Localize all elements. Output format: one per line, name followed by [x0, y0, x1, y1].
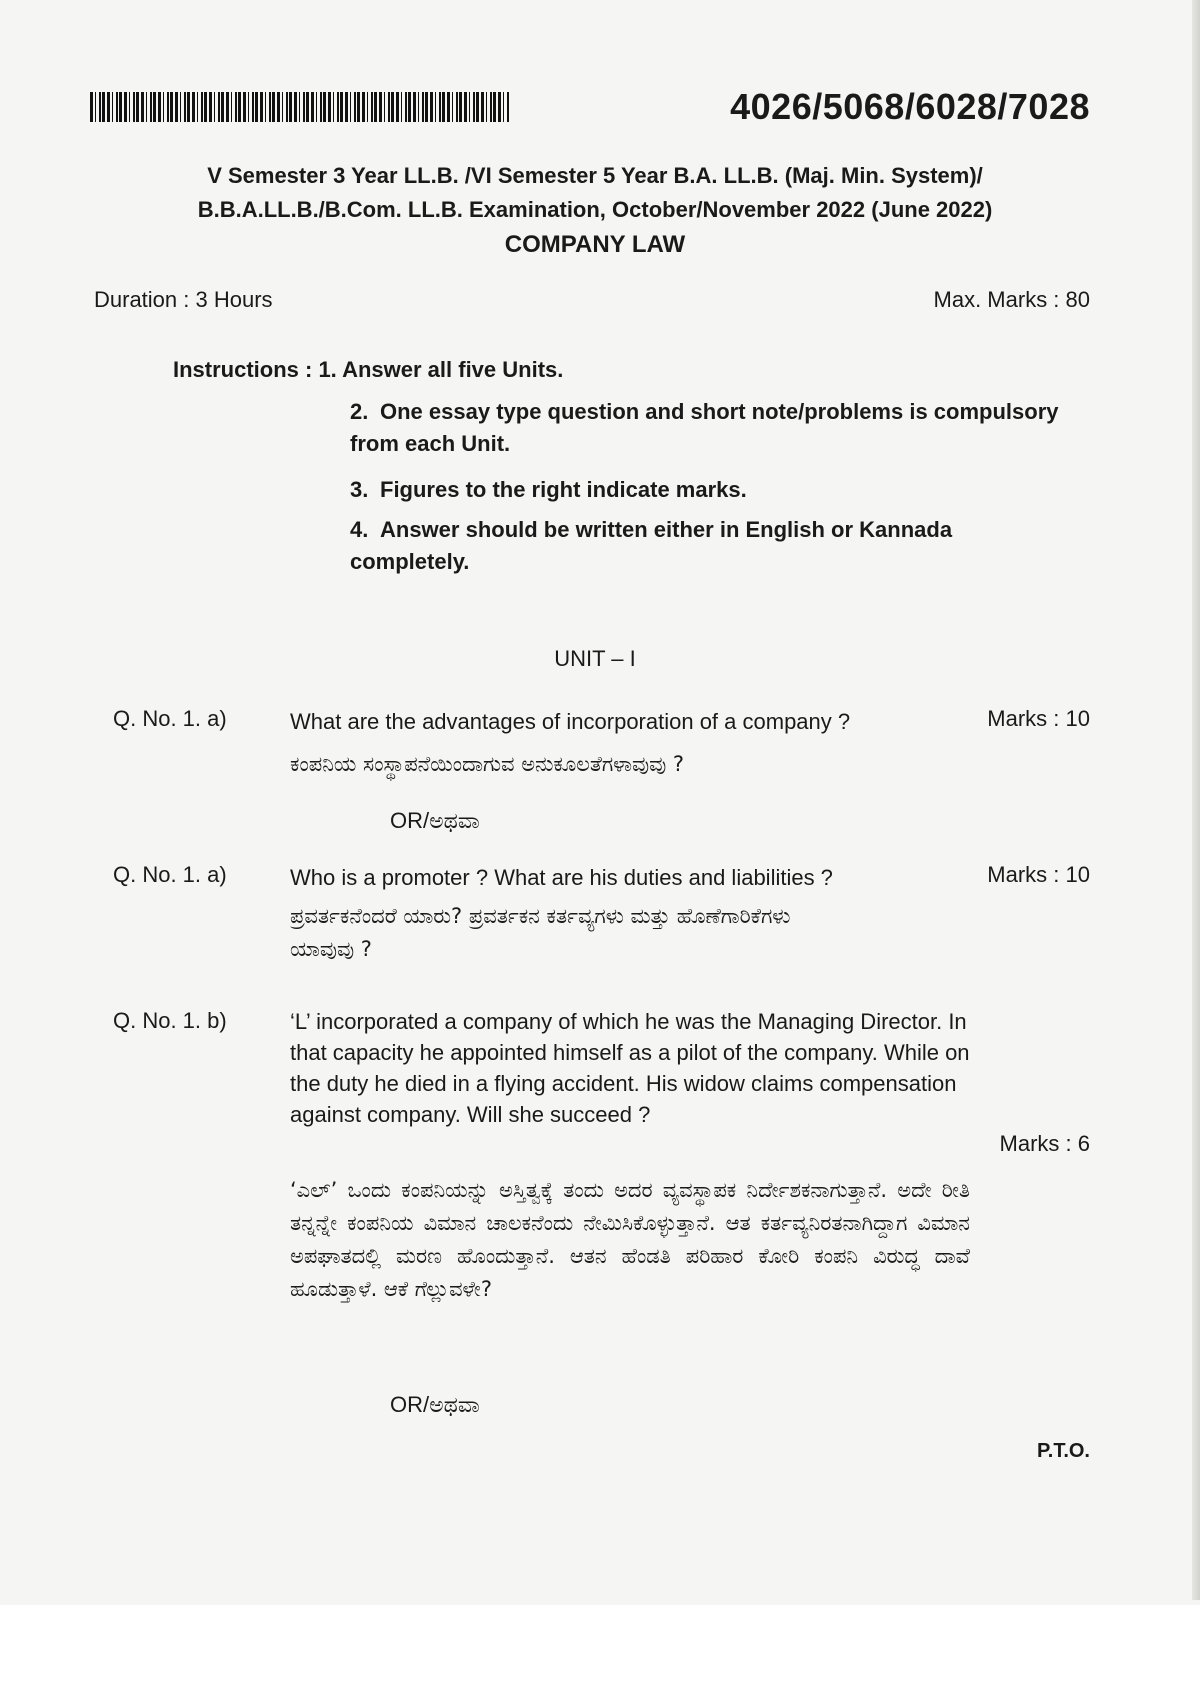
question-text: Who is a promoter ? What are his duties and liabilities ?	[290, 865, 833, 890]
please-turn-over: P.T.O.	[1037, 1440, 1090, 1462]
instruction-text: Answer should be written either in English or Kannada completely.	[350, 517, 953, 574]
or-separator: OR/ಅಥವಾ	[390, 1392, 480, 1417]
subject-title: COMPANY LAW	[504, 231, 686, 258]
barcode-image	[90, 92, 510, 122]
question-kannada: ಪ್ರವರ್ತಕನೆಂದರೆ ಯಾರು? ಪ್ರವರ್ತಕನ ಕರ್ತವ್ಯಗಳು ಮತ್ತು ಹೊಣೆಗಾರಿಕೆಗಳು ಯಾವುವು ?	[290, 904, 791, 961]
instruction-number: 2.	[350, 399, 369, 424]
duration: Duration : 3 Hours	[94, 287, 273, 312]
or-separator: OR/ಅಥವಾ	[390, 808, 480, 833]
question-kannada: ‘ಎಲ್’ ಒಂದು ಕಂಪನಿಯನ್ನು ಅಸ್ತಿತ್ವಕ್ಕೆ ತಂದು ಅದರ ವ್ಯವಸ್ಥಾಪಕ ನಿರ್ದೇಶಕನಾಗುತ್ತಾನೆ. ಅದೇ ರೀತಿ ತನ್ನನ್ನೇ ಕಂಪನಿಯ ವಿಮಾನ ಚಾಲಕನೆಂದು ನೇಮಿಸಿಕೊಳ್ಳುತ್ತಾನೆ. ಆತ ಕರ್ತವ್ಯನಿರತನಾಗಿದ್ದಾಗ ವಿಮಾನ ಅಪಘಾತದಲ್ಲಿ ಮರಣ ಹೊಂದುತ್ತಾನೆ. ಆತನ ಹೆಂಡತಿ ಪರಿಹಾರ ಕೋರಿ ಕಂಪನಿ ವಿರುದ್ಧ ದಾವೆ ಹೂಡುತ್ತಾಳೆ. ಆಕೆ ಗೆಲ್ಲುವಳೇ?	[290, 1178, 970, 1301]
instruction-number: 4.	[350, 517, 369, 542]
instruction-text: Figures to the right indicate marks.	[380, 477, 747, 502]
instruction-item	[350, 396, 1070, 460]
instruction-number: 3.	[350, 477, 369, 502]
instruction-text: One essay type question and short note/problems is compulsory from each Unit.	[350, 399, 1059, 456]
instruction-item	[350, 514, 1070, 578]
question-marks: Marks : 6	[999, 1131, 1090, 1156]
exam-title-line-2: B.B.A.LL.B./B.Com. LL.B. Examination, October/November 2022 (June 2022)	[197, 197, 993, 222]
question-kannada: ಕಂಪನಿಯ ಸಂಸ್ಥಾಪನೆಯಿಂದಾಗುವ ಅನುಕೂಲತೆಗಳಾವುವು ?	[290, 752, 685, 776]
question-label: Q. No. 1. a)	[113, 706, 227, 731]
question-marks: Marks : 10	[987, 706, 1090, 731]
scan-blank-area	[0, 1605, 1200, 1696]
question-text: What are the advantages of incorporation of a company ?	[290, 709, 851, 734]
question-label: Q. No. 1. a)	[113, 862, 227, 887]
exam-title-line-1: V Semester 3 Year LL.B. /VI Semester 5 Year B.A. LL.B. (Maj. Min. System)/	[207, 163, 983, 188]
scan-edge	[1192, 0, 1200, 1600]
paper-code: 4026/5068/6028/7028	[730, 86, 1090, 127]
max-marks: Max. Marks : 80	[933, 287, 1090, 312]
instructions-label: Instructions : 1. Answer all five Units.	[173, 357, 564, 382]
question-text: ‘L’ incorporated a company of which he was the Managing Director. In that capacity he appointed himself as a pilot of the company. While on the duty he died in a flying accident. His widow claims compensation against company. Will she succeed ?	[290, 1009, 970, 1127]
question-marks: Marks : 10	[987, 862, 1090, 887]
question-label: Q. No. 1. b)	[113, 1008, 227, 1033]
instruction-item	[350, 474, 1070, 506]
unit-heading: UNIT – I	[554, 646, 636, 671]
